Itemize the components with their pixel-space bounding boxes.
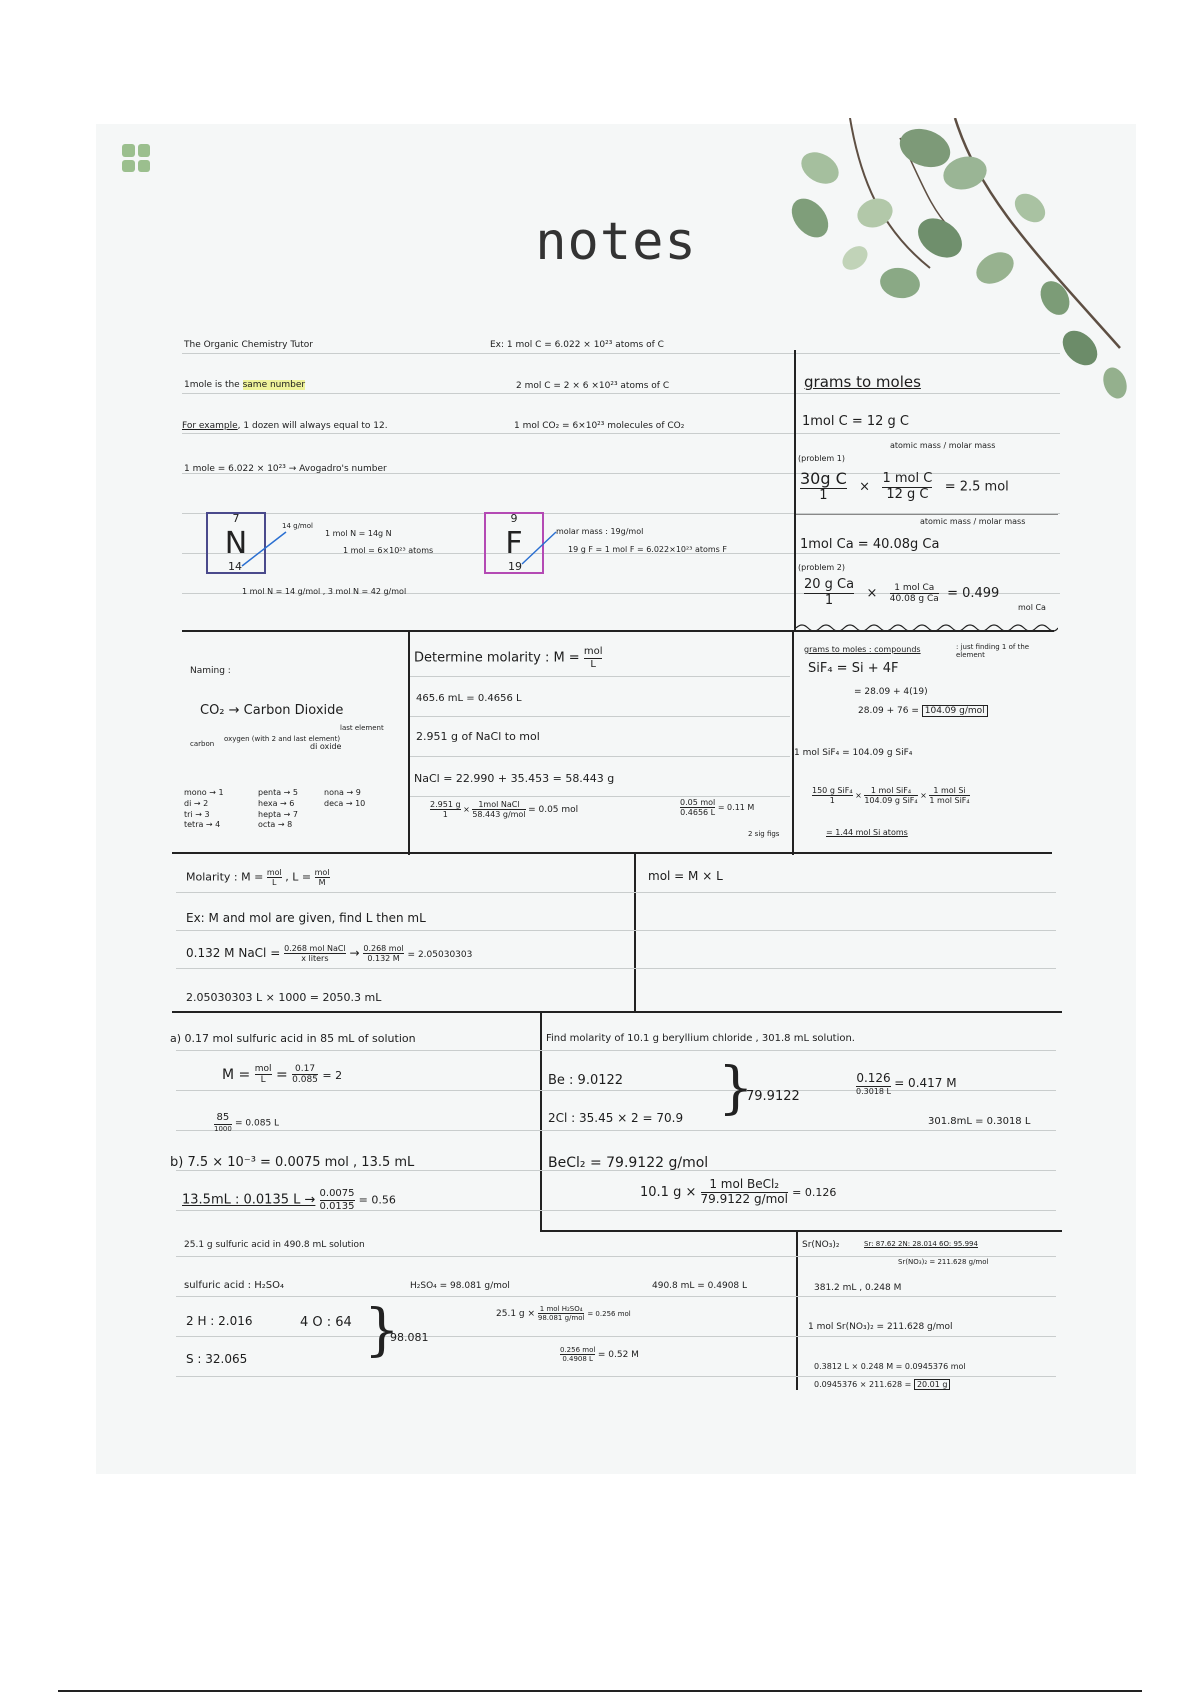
molarity-equation: 0.132 M NaCl = $\frac{\text{0.268 mol NaCl}}{\text{x liters}}$ → $\frac{\text{0.268 mol}}{0.132 M}$ = 2.05030303 [186,944,473,964]
strontium-result: 0.0945376 × 211.628 = 20.01 g [814,1380,950,1389]
beryllium-molarity: $\frac{0.126}{0.3018 L}$ = 0.417 M [856,1071,957,1096]
prefix-list-1: mono → 1 di → 2 tri → 3 tetra → 4 [184,788,224,830]
becl2-molar-mass: BeCl₂ = 79.9122 g/mol [548,1155,709,1171]
beryllium-cl: 2Cl : 35.45 × 2 = 70.9 [548,1111,684,1125]
naming-last-element: last element [340,724,384,732]
mol-formula: mol = M × L [648,869,723,883]
nitrogen-note-1: 14 g/mol [282,522,313,530]
molar-mass-note-2: atomic mass / molar mass [920,517,1026,526]
sif4-sum-2: 28.09 + 76 = 104.09 g/mol [858,706,988,716]
h2so4-brace: } [364,1298,400,1363]
example-1: Ex: 1 mol C = 6.022 × 10²³ atoms of C [490,340,664,350]
arrow-line-f [520,528,560,568]
problem-1-calc: $\frac{\text{30g C}}{1}$ × $\frac{\text{1 mol C}}{\text{12 g C}}$ = 2.5 mol [800,469,1009,504]
sif4-sum: = 28.09 + 4(19) [854,687,928,697]
strontium-components: Sr: 87.62 2N: 28.014 6O: 95.994 [864,1240,978,1248]
sulfuric-problem-c: 25.1 g sulfuric acid in 490.8 mL solution [184,1240,365,1250]
sig-figs-note: 2 sig figs [748,830,780,838]
molarity-formula: Molarity : M = $\frac{\text{mol}}{L}$ , L = $\frac{\text{mol}}{M}$ [186,868,330,888]
sif4-result: = 1.44 mol Si atoms [826,828,908,837]
sulfuric-problem-b: b) 7.5 × 10⁻³ = 0.0075 mol , 13.5 mL [170,1155,415,1170]
sulfuric-calc-a: M = $\frac{\text{mol}}{L}$ = $\frac{0.17}{0.085}$ = 2 [222,1064,343,1086]
strontium-molar-mass: Sr(NO₃)₂ = 211.628 g/mol [898,1258,989,1266]
nacl-mol-calc: $\frac{2.951 g}{1}$ × $\frac{\text{1mol NaCl}}{\text{58.443 g/mol}}$ = 0.05 mol [430,800,579,820]
sulfuric-calc-b: 13.5mL : 0.0135 L → $\frac{0.0075}{0.0135}$ = 0.56 [182,1188,396,1212]
nitrogen-note-3: 1 mol = 6×10²³ atoms [343,546,434,555]
nacl-molar-mass: NaCl = 22.990 + 35.453 = 58.443 g [414,772,615,785]
sulfuric-formula: sulfuric acid : H₂SO₄ [184,1280,284,1291]
determine-molarity-heading: Determine molarity : M = $\frac{\text{mol}}{L}$ [414,646,603,670]
nacl-to-mol: 2.951 g of NaCl to mol [416,730,540,743]
prefix-list-3: nona → 9 deca → 10 [324,788,366,808]
sif4-calc: $\frac{\text{150 g SiF₄}}{1}$ × $\frac{\text{1 mol SiF₄}}{\text{104.09 g SiF₄}}$ × $\frac{\text{1 mol Si}}{\text{1 mol SiF₄}}$ [812,786,970,806]
sif4-molar-mass: 1 mol SiF₄ = 104.09 g SiF₄ [794,748,913,758]
strontium-formula: Sr(NO₃)₂ [802,1240,840,1250]
co2-naming: CO₂ → Carbon Dioxide [200,703,344,718]
sulfuric-volume: 490.8 mL = 0.4908 L [652,1281,748,1291]
sif4-formula: SiF₄ = Si + 4F [808,661,899,676]
problem-2-label: (problem 2) [798,563,845,572]
molarity-result-calc: $\frac{\text{0.05 mol}}{0.4656 L}$ = 0.11 M [680,798,755,818]
problem-2-unit: mol Ca [1018,603,1046,612]
prefix-list-2: penta → 5 hexa → 6 hepta → 7 octa → 8 [258,788,298,830]
molarity-example: Ex: M and mol are given, find L then mL [186,911,426,925]
liters-to-ml: 2.05030303 L × 1000 = 2050.3 mL [186,991,382,1004]
wavy-divider [796,622,1058,634]
problem-2-calc: $\frac{\text{20 g Ca}}{1}$ × $\frac{\text{1 mol Ca}}{\text{40.08 g Ca}}$ = 0.499 [804,577,1000,608]
h2so4-mol-calc: 25.1 g × $\frac{\text{1 mol H₂SO₄}}{\text{98.081 g/mol}}$ = 0.256 mol [496,1305,631,1323]
naming-dioxide: di oxide [310,742,342,751]
mole-definition: 1mole is the same number [184,380,306,390]
problem-1-label: (problem 1) [798,454,845,463]
compounds-heading: grams to moles : compounds [804,645,921,654]
bottom-divider [58,1690,1142,1692]
grams-to-moles-heading: grams to moles [804,373,921,391]
beryllium-be: Be : 9.0122 [548,1073,624,1088]
beryllium-brace: } [718,1056,754,1121]
sulfuric-acid-problem-a: a) 0.17 mol sulfuric acid in 85 mL of solution [170,1032,416,1045]
beryllium-problem: Find molarity of 10.1 g beryllium chloride , 301.8 mL solution. [546,1033,855,1044]
fluorine-element-box: 9 F 19 [484,512,544,574]
molar-mass-note: atomic mass / molar mass [890,441,996,450]
nitrogen-element-box: 7 N 14 [206,512,266,574]
beryllium-sum: 79.9122 [746,1089,800,1104]
strontium-mol: 1 mol Sr(NO₃)₂ = 211.628 g/mol [808,1322,953,1332]
h2so4-total: 98.081 [390,1331,429,1344]
beryllium-volume: 301.8mL = 0.3018 L [928,1116,1031,1127]
example-2: 2 mol C = 2 × 6 ×10²³ atoms of C [516,381,670,391]
tutor-note: The Organic Chemistry Tutor [184,340,313,350]
strontium-calc: 0.3812 L × 0.248 M = 0.0945376 mol [814,1362,966,1371]
compounds-note: : just finding 1 of the element [956,643,1030,660]
grid-menu-icon[interactable] [122,144,150,172]
o-mass: 4 O : 64 [300,1315,352,1330]
naming-carbon: carbon [190,740,215,748]
example-dozen: For example, 1 dozen will always equal to 12. [182,421,388,431]
sulfuric-volume-a: $\frac{85}{1000}$ = 0.085 L [214,1112,280,1133]
arrow-line [240,528,290,568]
naming-oxygen: oxygen (with 2 and last element) [224,735,341,743]
carbon-molar-mass: 1mol C = 12 g C [802,414,910,429]
calcium-molar-mass: 1mol Ca = 40.08g Ca [800,537,940,552]
h-mass: 2 H : 2.016 [186,1314,253,1328]
s-mass: S : 32.065 [186,1352,248,1366]
page-title: notes [535,212,697,272]
nitrogen-note-2: 1 mol N = 14g N [325,529,392,538]
example-3: 1 mol CO₂ = 6×10²³ molecules of CO₂ [514,421,685,431]
h2so4-molar-mass: H₂SO₄ = 98.081 g/mol [410,1281,510,1291]
fluorine-note-2: 19 g F = 1 mol F = 6.022×10²³ atoms F [568,545,727,554]
h2so4-molarity-calc: $\frac{\text{0.256 mol}}{0.4908 L}$ = 0.52 M [560,1346,639,1364]
strontium-volume: 381.2 mL , 0.248 M [814,1283,902,1293]
becl2-calc: 10.1 g × $\frac{\text{1 mol BeCl₂}}{\text{79.9122 g/mol}}$ = 0.126 [640,1177,837,1206]
naming-label: Naming : [190,666,231,676]
volume-conversion: 465.6 mL = 0.4656 L [416,693,522,704]
nitrogen-bottom-note: 1 mol N = 14 g/mol , 3 mol N = 42 g/mol [242,587,407,596]
avogadro-note: 1 mole = 6.022 × 10²³ → Avogadro's number [184,464,387,474]
fluorine-note-1: molar mass : 19g/mol [556,527,644,536]
